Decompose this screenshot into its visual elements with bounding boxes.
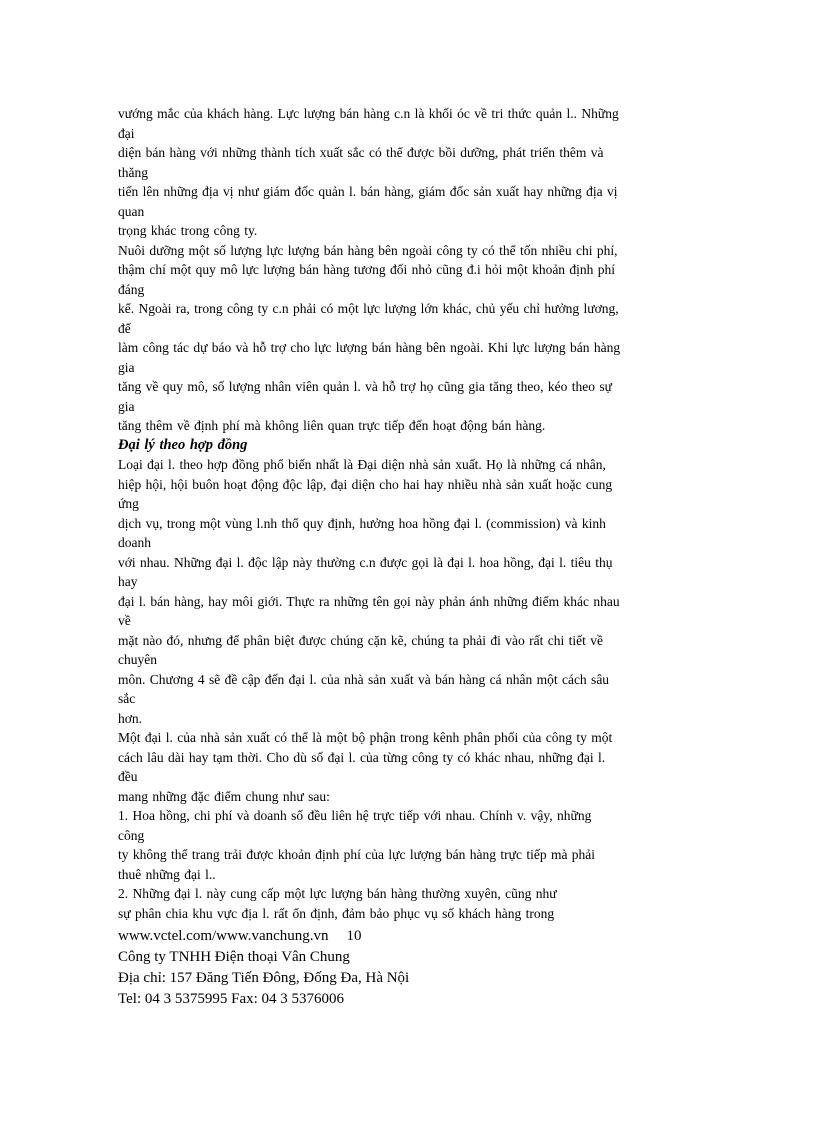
text-line: công	[118, 827, 145, 843]
text-line: làm công tác dự báo và hỗ trợ cho lực lượng bán hàng bên ngoài. Khi lực lượng bán hàng	[118, 340, 621, 355]
text-line: Nuôi dưỡng một số lượng lực lượng bán hàng bên ngoài công ty có thể tốn nhiều chi phí,	[118, 242, 618, 258]
text-line: mặt nào đó, nhưng để phân biệt được chúng cặn kẽ, chúng ta phải đi vào rất chi tiết về	[118, 632, 604, 648]
text-line: kể. Ngoài ra, trong công ty c.n phải có một lực lượng lớn khác, chủ yếu chỉ hưởng lương,	[118, 301, 619, 316]
text-line: hiệp hội, hội buôn hoạt động độc lập, đại diện cho hai hay nhiều nhà sản xuất hoặc cung	[118, 476, 613, 492]
page-footer	[118, 926, 698, 1010]
text-line: đại l. bán hàng, hay môi giới. Thực ra những tên gọi này phản ánh những điểm khác nhau	[118, 593, 620, 609]
text-line: cách lâu dài hay tạm thời. Cho dù số đại l. của từng công ty có khác nhau, những đại l.	[118, 749, 606, 765]
text-line: hơn.	[118, 710, 143, 726]
text-line: chuyên	[118, 652, 157, 667]
text-line: về	[118, 613, 131, 628]
text-line: tăng thêm về định phí mà không liên quan trực tiếp đến hoạt động bán hàng.	[118, 418, 546, 433]
text-line: gia	[118, 359, 135, 375]
text-line: đều	[118, 769, 138, 784]
text-line: với nhau. Những đại l. độc lập này thường c.n được gọi là đại l. hoa hồng, đại l. tiêu thụ	[118, 554, 613, 570]
text-line: thuê những đại l..	[118, 866, 216, 882]
page-number: 10	[346, 928, 362, 944]
footer-contact: Tel: 04 3 5375995 Fax: 04 3 5376006	[118, 991, 345, 1007]
text-line: Một đại l. của nhà sản xuất có thể là một bộ phận trong kênh phân phối của công ty một	[118, 730, 613, 745]
section-heading: Đại lý theo hợp đồng	[118, 436, 248, 453]
text-line: doanh	[118, 535, 151, 550]
body-text	[118, 104, 698, 923]
text-line: thăng	[118, 164, 148, 180]
text-line: đại	[118, 125, 135, 141]
text-line: ứng	[118, 496, 139, 511]
text-line: sắc	[118, 691, 136, 706]
text-line: để	[118, 320, 131, 336]
text-line: dịch vụ, trong một vùng l.nh thổ quy định, hưởng hoa hồng đại l. (commission) và kinh	[118, 515, 606, 531]
text-line: tiến lên những địa vị như giám đốc quản l. bán hàng, giám đốc sản xuất hay những địa vị	[118, 184, 618, 199]
text-line: Loại đại l. theo hợp đồng phổ biến nhất là Đại diện nhà sản xuất. Họ là những cá nhân,	[118, 457, 606, 472]
text-line: gia	[118, 398, 135, 414]
text-line: môn. Chương 4 sẽ đề cập đến đại l. của nhà sản xuất và bán hàng cá nhân một cách sâu	[118, 671, 610, 687]
text-line: diện bán hàng với những thành tích xuất sắc có thể được bồi dưỡng, phát triển thêm và	[118, 145, 604, 160]
text-line: trọng khác trong công ty.	[118, 223, 258, 238]
text-line: 1. Hoa hồng, chi phí và doanh số đều liên hệ trực tiếp với nhau. Chính v. vậy, những	[118, 808, 592, 823]
text-line: mang những đặc điểm chung như sau:	[118, 788, 330, 804]
footer-company: Công ty TNHH Điện thoại Vân Chung	[118, 949, 350, 965]
text-line: 2. Những đại l. này cung cấp một lực lượng bán hàng thường xuyên, cũng như	[118, 886, 557, 901]
text-line: hay	[118, 574, 138, 589]
text-line: sự phân chia khu vực địa l. rất ổn định, đảm bảo phục vụ số khách hàng trong	[118, 905, 555, 921]
text-line: quan	[118, 203, 145, 219]
text-line: ty không thể trang trải được khoản định phí của lực lượng bán hàng trực tiếp mà phải	[118, 847, 596, 862]
text-line: đáng	[118, 281, 145, 297]
text-line: vướng mắc của khách hàng. Lực lượng bán hàng c.n là khối óc về tri thức quản l.. Những	[118, 106, 619, 121]
text-line: thậm chí một quy mô lực lượng bán hàng tương đối nhỏ cũng đ.i hỏi một khoản định phí	[118, 262, 616, 277]
footer-address: Địa chỉ: 157 Đăng Tiến Đông, Đống Đa, Hà Nội	[118, 970, 410, 986]
footer-website: www.vctel.com/www.vanchung.vn	[118, 928, 329, 944]
text-line: tăng về quy mô, số lượng nhân viên quản l. và hỗ trợ họ cũng gia tăng theo, kéo theo sự	[118, 379, 612, 394]
footer-website-line	[118, 926, 698, 947]
